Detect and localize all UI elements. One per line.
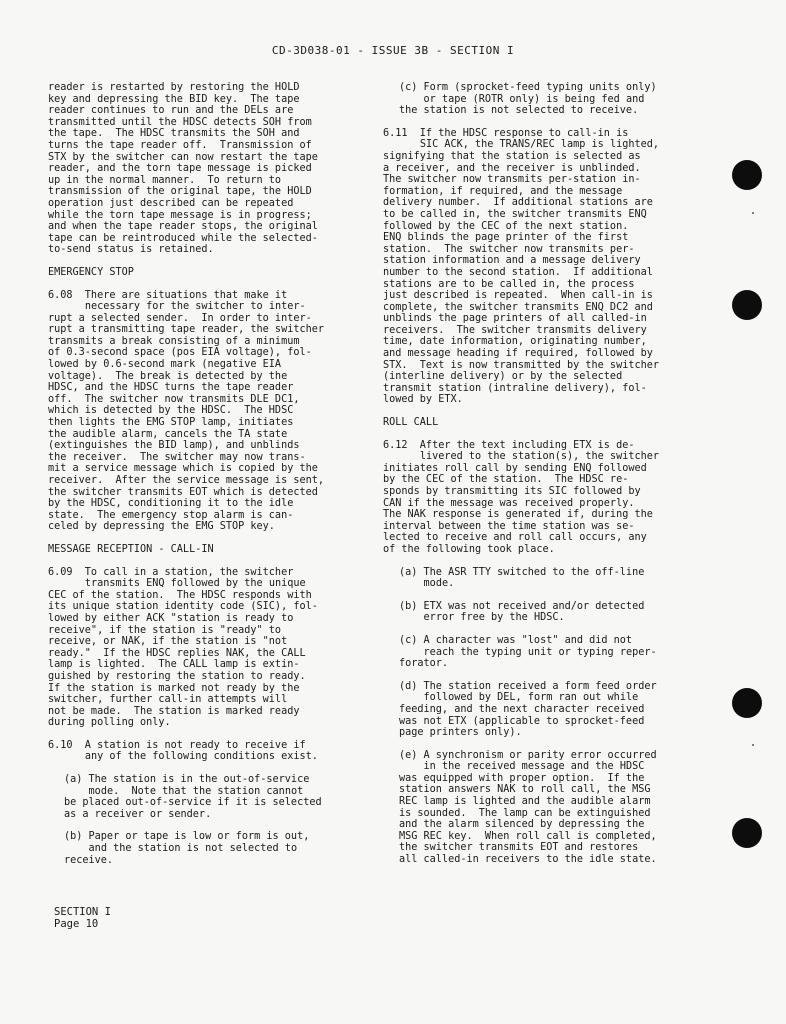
paragraph-6-10: 6.10 A station is not ready to receive if any of the following conditions exist. bbox=[48, 739, 318, 763]
paragraph-6-11: 6.11 If the HDSC response to call-in is SIC ACK, the TRANS/REC lamp is lighted, signifying that the station is selected as a receiver, and the receiver is unblinded. The switcher now transmits per-station in- formation, if required, and the message delivery number. If additional stations are to be called in, the switcher transmits ENQ followed by the CEC of the next station. ENQ blinds the page printer of the first station. The switcher now transmits per- station information and a message delivery number to the second station. If additional stations are to be called in, the process just described is repeated. When call-in is complete, the switcher transmits ENQ DC2 and unblinds the page printers of all called-in receivers. The switcher transmits delivery time, date information, originating number, and message heading if required, followed by STX. Text is now transmitted by the switcher (interline delivery) or by the selected transmit station (intraline delivery), fol- lowed by ETX. bbox=[383, 127, 660, 406]
paragraph-6-08: 6.08 There are situations that make it necessary for the switcher to inter- rupt a selected sender. In order to inter- rupt a transmitting tape reader, the switcher transmits a break consisting of a minimum of 0.3-second space (pos EIA voltage), fol- lowed by 0.6-second mark (negative EIA voltage). The break is detected by the HDSC, and the HDSC turns the tape reader off. The switcher now transmits DLE DC1, which is detected by the HDSC. The HDSC then lights the EMG STOP lamp, initiates the audible alarm, cancels the TA state (extinguishes the BID lamp), and unblinds the receiver. The switcher may now trans- mit a service message which is copied by the receiver. After the service message is sent, the switcher transmits EOT which is detected by the HDSC, conditioning it to the idle state. The emergency stop alarm is can- celed by depressing the EMG STOP key. bbox=[48, 289, 325, 533]
page-footer bbox=[54, 906, 111, 930]
heading-emergency-stop: EMERGENCY STOP bbox=[48, 266, 134, 278]
footer-section: SECTION I bbox=[54, 906, 111, 918]
list-item-6-12-e: (e) A synchronism or parity error occurred in the received message and the HDSC was equipped with proper option. If the station answers NAK to roll call, the MSG REC lamp is lighted and the audible alarm is sounded. The lamp can be extinguished and the alarm silenced by depressing the MSG REC key. When roll call is completed, the switcher transmits EOT and restores all called-in receivers to the idle state. bbox=[399, 749, 657, 866]
list-item-6-12-b: (b) ETX was not received and/or detected error free by the HDSC. bbox=[399, 600, 645, 624]
list-item-6-12-d: (d) The station received a form feed order followed by DEL, form ran out while feeding, and the next character received was not ETX (applicable to sprocket-feed page printers only). bbox=[399, 680, 657, 739]
list-item-6-10-a: (a) The station is in the out-of-service mode. Note that the station cannot be placed out-of-service if it is selected as a receiver or sender. bbox=[64, 774, 322, 820]
page-header: CD-3D038-01 - ISSUE 3B - SECTION I bbox=[271, 44, 515, 57]
list-item-6-10-b: (b) Paper or tape is low or form is out, and the station is not selected to receive. bbox=[64, 831, 310, 866]
list-item-6-12-a: (a) The ASR TTY switched to the off-line mode. bbox=[399, 566, 645, 590]
list-item-6-10-c: (c) Form (sprocket-feed typing units only) or tape (ROTR only) is being fed and the station is not selected to receive. bbox=[399, 82, 657, 117]
list-item-6-12-c: (c) A character was "lost" and did not reach the typing unit or typing reper- forator. bbox=[399, 634, 657, 670]
heading-message-reception: MESSAGE RECEPTION - CALL-IN bbox=[48, 543, 214, 555]
paragraph-6-09: 6.09 To call in a station, the switcher transmits ENQ followed by the unique CEC of the station. The HDSC responds with its unique station identity code (SIC), fol- lowed by either ACK "station is ready to receive", if the station is "ready" to receive, or NAK, if the station is "not ready." If the HDSC replies NAK, the CALL lamp is lighted. The CALL lamp is extin- guished by restoring the station to ready. If the station is marked not ready by the switcher, further call-in attempts will not be made. The station is marked ready during polling only. bbox=[48, 566, 318, 729]
footer-page-number: Page 10 bbox=[54, 918, 99, 930]
speck-mark bbox=[752, 744, 754, 746]
left-column bbox=[48, 82, 366, 877]
binder-hole bbox=[732, 818, 762, 848]
paragraph-continued: reader is restarted by restoring the HOLD key and depressing the BID key. The tape reader continues to run and the DELs are transmitted until the HDSC detects SOH from the tape. The HDSC transmits the SOH and turns the tape reader off. Transmission of STX by the switcher can now restart the tape reader, and the torn tape message is picked up in the normal manner. To return to transmission of the original tape, the HOLD operation just described can be repeated while the torn tape message is in progress; and when the tape reader stops, the original tape can be reintroduced while the selected- to-send status is retained. bbox=[48, 82, 318, 256]
paragraph-6-12: 6.12 After the text including ETX is de- livered to the station(s), the switcher initiates roll call by sending ENQ followed by the CEC of the station. The HDSC re- sponds by transmitting its SIC followed by CAN if the message was received properly. The NAK response is generated if, during the interval between the time station was se- lected to receive and roll call occurs, any of the following took place. bbox=[383, 439, 660, 555]
binder-hole bbox=[732, 290, 762, 320]
speck-mark bbox=[752, 212, 754, 214]
binder-hole bbox=[732, 688, 762, 718]
right-column bbox=[383, 82, 699, 877]
heading-roll-call: ROLL CALL bbox=[383, 417, 439, 429]
binder-hole bbox=[732, 160, 762, 190]
